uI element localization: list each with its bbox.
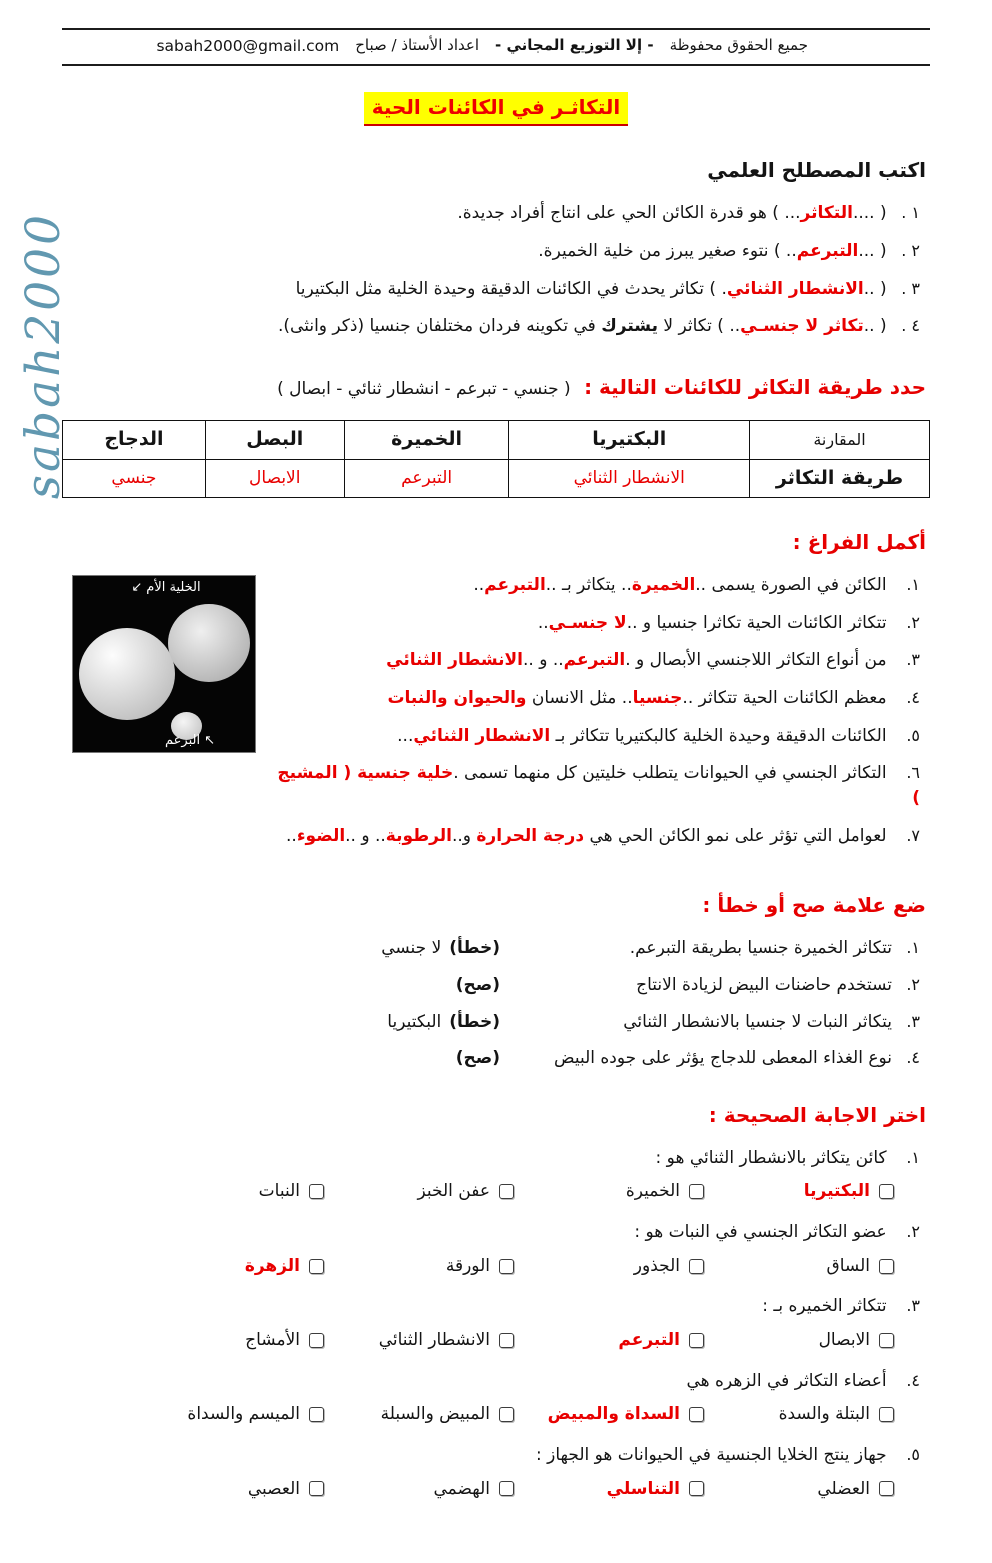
organism-header-cell: البكتيريا [509,421,750,460]
option-label: المبيض والسبلة [380,1404,490,1425]
item-number: ٥. [906,1444,920,1464]
truefalse-item [62,1046,920,1071]
options-row [62,1254,894,1279]
fill-text: الكائنات الدقيقة وحيدة الخلية كالبكتيريا تتكاثر بـ [550,725,887,746]
table-value-row [63,459,930,498]
option-label: الزهرة [244,1255,300,1276]
fill-answer: التبرعم [484,575,546,596]
item-number: ٣. [906,1011,920,1031]
bud-caption [101,732,283,751]
term-text-bold: يشترك [601,316,658,337]
section-heading-methods: حدد طريقة التكاثر للكائنات التالية : [584,375,926,400]
fill-text: .. و .. [345,825,386,846]
option[interactable] [704,1254,894,1279]
methods-intro [62,373,926,402]
term-answer: تكاثر لا جنسـي [740,316,864,337]
answer-bracket: ... ) [772,203,801,224]
term-text: نتوء صغير يبرز من خلية الخميرة. [538,241,774,262]
option[interactable] [704,1402,894,1427]
watermark-text: sabah2000 [16,212,71,500]
answer-bracket: ( .. [863,278,887,299]
method-value-cell: التبرعم [344,459,509,498]
fill-text: تتكاثر الكائنات الحية تكاثرا جنسيا و .. [626,612,887,633]
bud-label: البرعم [165,733,201,749]
statement-text: تستخدم حاضنات البيض لزيادة الانتاج [636,974,892,995]
option-label: التبرعم [618,1330,680,1351]
arrow-icon: ↖ [204,733,215,749]
option-label: الساق [826,1255,870,1276]
term-item [62,239,920,264]
item-number: ٤. [906,1370,920,1390]
fill-text: .. [286,825,297,846]
option[interactable] [514,1179,704,1204]
option[interactable] [514,1254,704,1279]
answer-checkbox[interactable] [499,1259,514,1274]
mcq-list [62,1146,930,1501]
distribution-note: - إلا التوزيع المجاني - [495,36,654,55]
item-number: ١ . [901,203,920,223]
option[interactable] [324,1477,514,1502]
question-text: أعضاء التكاثر في الزهره هي [686,1370,887,1391]
item-number: ٤. [906,688,920,708]
fill-answer: والحيوان والنبات [387,688,527,709]
method-value-cell: جنسي [63,459,206,498]
author-text: اعداد الأستاذ / صباح [355,36,480,55]
fill-text: .. و .. [523,650,564,671]
option[interactable] [514,1328,704,1353]
item-number: ٢ . [901,241,920,261]
answer-checkbox[interactable] [879,1481,894,1496]
option-label: الميسم والسداة [187,1404,300,1425]
answer-checkbox[interactable] [309,1481,324,1496]
fill-answer: الانشطار الثنائي [413,725,551,746]
answer-checkbox[interactable] [309,1184,324,1199]
fill-answer: خلية جنسية ( المشيج ) [277,763,920,808]
mother-cell-caption [73,579,255,598]
question-text: كائن يتكاثر بالانشطار الثنائي هو : [655,1147,887,1168]
item-number: ٢. [906,612,920,632]
mcq-question [62,1369,920,1394]
options-row [62,1179,894,1204]
page-title: التكاثـر في الكائنات الحية [364,92,629,126]
term-text: تكاثر لا [657,316,718,337]
answer-checkbox[interactable] [499,1407,514,1422]
correction-note: لا جنسي [381,938,442,959]
item-number: ٢. [906,1222,920,1242]
mcq-question [62,1443,920,1468]
answer-checkbox[interactable] [689,1259,704,1274]
option-label: البتلة والسدة [778,1404,870,1425]
fill-text: .. يتكاثر بـ .. [545,575,632,596]
option-label: الجذور [633,1255,680,1276]
answer-checkbox[interactable] [499,1184,514,1199]
section-heading-write-term: اكتب المصطلح العلمي [707,158,926,183]
option[interactable] [324,1328,514,1353]
answer-checkbox[interactable] [499,1333,514,1348]
mother-cell-label: الخلية الأم [146,580,201,596]
mother-cell-shape [79,628,175,720]
truefalse-item [62,973,920,998]
question-text: جهاز ينتج الخلايا الجنسية في الحيوانات هو الجهاز : [536,1444,887,1465]
fill-item [62,824,920,849]
title-row [62,92,930,126]
answer-checkbox[interactable] [879,1407,894,1422]
term-item [62,314,920,339]
truefalse-item [62,1010,920,1035]
item-number: ١. [906,1147,920,1167]
copyright-text: جميع الحقوق محفوظة [669,36,808,55]
option[interactable] [134,1477,324,1502]
option-label: العضلي [817,1478,870,1499]
fill-text: ... [397,725,414,746]
method-row-label: طريقة التكاثر [750,459,930,498]
organism-header-cell: الدجاج [63,421,206,460]
comparison-header-cell: المقارنة [750,421,930,460]
option[interactable] [324,1179,514,1204]
section-heading-mcq: اختر الاجابة الصحيحة : [708,1102,926,1127]
statement-text: تتكاثر الخميرة جنسيا بطريقة التبرعم. [629,938,892,959]
term-answer: الانشطار الثنائي [726,278,864,299]
option[interactable] [704,1179,894,1204]
item-number: ٥. [906,725,920,745]
truefalse-item [62,936,920,961]
term-text: تكاثر يحدث في الكائنات الدقيقة وحيدة الخلية مثل البكتيريا [295,278,710,299]
options-row [62,1402,894,1427]
answer-bracket: ( .... [852,203,887,224]
fill-answer: الضوء [296,825,346,846]
option-label: العصبي [247,1478,300,1499]
fill-text: .. مثل الانسان [526,688,633,709]
option[interactable] [324,1402,514,1427]
yeast-budding-image [72,575,256,753]
option-label: الهضمي [433,1478,490,1499]
option[interactable] [514,1402,704,1427]
term-item [62,277,920,302]
answer-bracket: .. ) [773,241,797,262]
answer-mark: (خطأ) [449,938,500,959]
section-heading-fill: أكمل الفراغ : [792,530,926,555]
option-label: الورقة [445,1255,490,1276]
item-number: ٤ . [901,316,920,336]
mcq-question [62,1146,920,1171]
answer-bracket: ( .. [863,316,887,337]
answer-checkbox[interactable] [689,1481,704,1496]
answer-checkbox[interactable] [309,1259,324,1274]
item-number: ٤. [906,1048,920,1068]
fill-answer: جنسيا [632,688,683,709]
answer-mark: (صح) [455,974,500,995]
answer-checkbox[interactable] [689,1407,704,1422]
item-number: ٦. [906,763,920,783]
option-label: التناسلي [606,1478,680,1499]
answer-checkbox[interactable] [879,1259,894,1274]
mcq-question [62,1294,920,1319]
answer-checkbox[interactable] [689,1333,704,1348]
fill-answer: لا جنسـي [548,612,627,633]
fill-item [62,761,920,810]
item-number: ٧. [906,825,920,845]
option[interactable] [704,1328,894,1353]
fill-answer: التبرعم [563,650,626,671]
options-row [62,1477,894,1502]
section-heading-truefalse: ضع علامة صح أو خطأ : [702,893,926,918]
option-label: الخميرة [625,1181,680,1202]
answer-bracket: ( ... [858,241,887,262]
fill-text: معظم الكائنات الحية تتكاثر .. [682,688,887,709]
item-number: ١. [906,575,920,595]
option[interactable] [134,1402,324,1427]
arrow-icon: ↙ [131,580,143,596]
fill-answer: الانشطار الثنائي [386,650,523,671]
term-item [62,201,920,226]
answer-bracket: . ) [709,278,727,299]
item-number: ٣. [906,1296,920,1316]
option-label: عفن الخبز [417,1181,490,1202]
fill-answer: درجة الحرارة [476,825,585,846]
option[interactable] [134,1179,324,1204]
statement-text: يتكاثر النبات لا جنسيا بالانشطار الثنائي [623,1011,892,1032]
reproduction-methods-table [62,420,930,498]
methods-options-list: ( جنسي - تبرعم - انشطار ثنائي - ابصال ) [277,379,571,400]
fill-text: من أنواع التكاثر اللاجنسي الأبصال و . [625,650,887,671]
option-label: الابصال [818,1330,870,1351]
answer-checkbox[interactable] [499,1481,514,1496]
correction-note: البكتيريا [387,1011,442,1032]
option[interactable] [324,1254,514,1279]
page-header [62,28,930,66]
terms-list [62,201,930,339]
fill-text: لعوامل التي تؤثر على نمو الكائن الحي هي [584,825,887,846]
daughter-cell-shape [168,604,250,682]
option[interactable] [134,1254,324,1279]
mcq-question [62,1220,920,1245]
option-label: النبات [258,1181,300,1202]
item-number: ٣. [906,650,920,670]
answer-checkbox[interactable] [309,1333,324,1348]
answer-bracket: .. ) [717,316,741,337]
option[interactable] [134,1328,324,1353]
organism-header-cell: البصل [205,421,344,460]
options-row [62,1328,894,1353]
term-answer: التبرعم [796,241,859,262]
truefalse-list [62,936,930,1071]
answer-mark: (خطأ) [449,1011,500,1032]
option-label: الانشطار الثنائي [378,1330,490,1351]
fill-text: .. [473,575,485,596]
question-text: عضو التكاثر الجنسي في النبات هو : [634,1222,887,1243]
fill-answer: الخميرة [631,575,696,596]
answer-checkbox[interactable] [879,1333,894,1348]
term-answer: التكاثر [800,203,853,224]
option[interactable] [704,1477,894,1502]
answer-checkbox[interactable] [689,1184,704,1199]
method-value-cell: الانشطار الثنائي [509,459,750,498]
method-value-cell: الابصال [205,459,344,498]
fill-text: .. [537,612,549,633]
term-text: هو قدرة الكائن الحي على انتاج أفراد جديدة. [457,203,773,224]
question-text: تتكاثر الخميره بـ : [762,1296,887,1317]
item-number: ٢. [906,974,920,994]
option-label: الأمشاج [245,1330,300,1351]
answer-checkbox[interactable] [879,1184,894,1199]
item-number: ٣ . [901,278,920,298]
fill-text: و.. [451,825,477,846]
option-label: البكتيريا [803,1181,870,1202]
option-label: السداة والمبيض [547,1404,680,1425]
answer-mark: (صح) [455,1048,500,1069]
table-header-row [63,421,930,460]
organism-header-cell: الخميرة [344,421,509,460]
fill-text: التكاثر الجنسي في الحيوانات يتطلب خليتين كل منهما تسمى . [453,763,887,784]
answer-checkbox[interactable] [309,1407,324,1422]
fill-section [62,573,930,861]
option[interactable] [514,1477,704,1502]
email-text: sabah2000@gmail.com [156,37,340,55]
item-number: ١. [906,938,920,958]
statement-text: نوع الغذاء المعطى للدجاج يؤثر على جوده البيض [554,1048,892,1069]
fill-text: الكائن في الصورة يسمى .. [695,575,887,596]
term-text: في تكوينه فردان مختلفان جنسيا (ذكر وانثى). [278,316,602,337]
fill-answer: الرطوبة [385,825,452,846]
